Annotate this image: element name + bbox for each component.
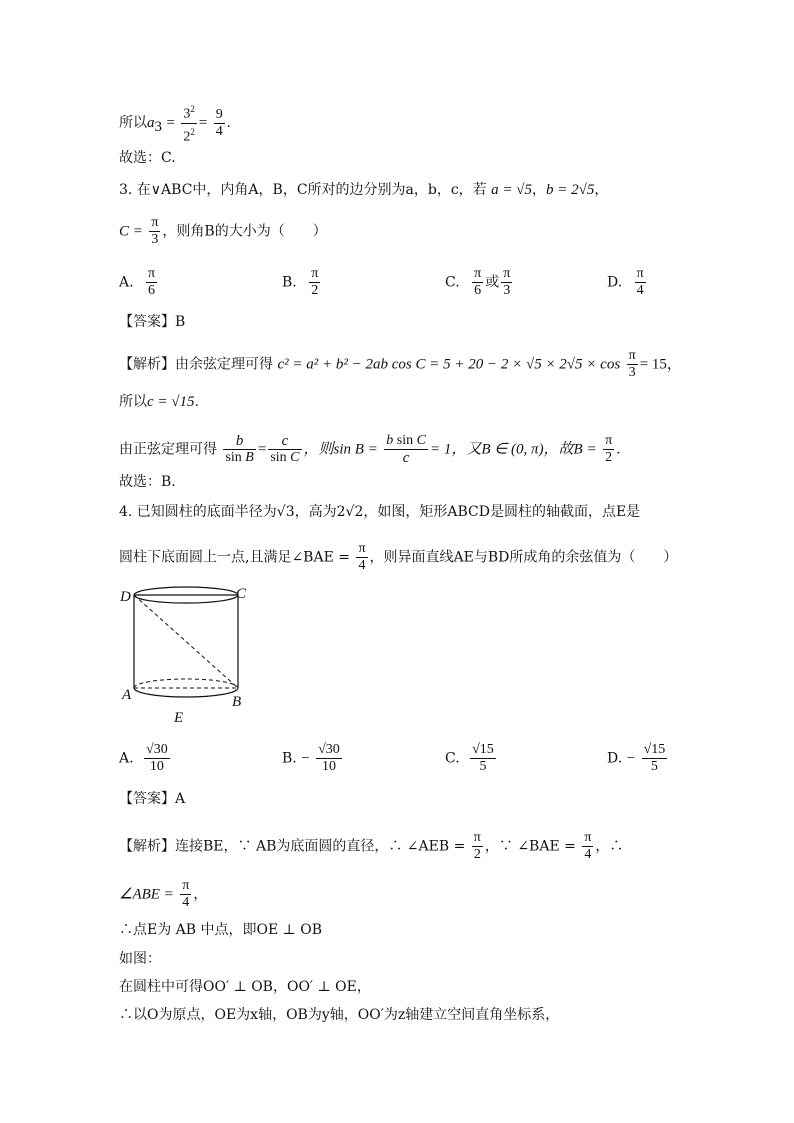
fraction-pi-2b: $\frac{\pi}{2}$ [473, 830, 481, 862]
segment-db [134, 595, 238, 688]
q4-stem-line2: 圆柱下底面圆上一点,且满足∠BAE = $\frac{\pi}{4}$ ，则异面直线AE与BD所成角的余弦值为（ ） [119, 541, 678, 573]
q4-option-d: D. − $\frac{√15}{5}$ [607, 742, 666, 774]
q3-cond-b: b = 2√5 [546, 182, 595, 198]
fraction-pi-2: $\frac{\pi}{2}$ [605, 433, 613, 465]
var-a: a [147, 115, 155, 132]
cylinder-figure [115, 582, 265, 727]
q4-midpoint-line: ∴点E为 AB 中点，即OE ⊥ OB [119, 922, 323, 938]
fraction-b-sinB: $\frac{b}{\text{sin B}}$ [225, 433, 254, 465]
q4-analysis-line1: 【解析】连接BE，∵ AB为底面圆的直径，∴ ∠AEB = $\frac{\pi}{2}$ ，∵ ∠BAE = $\frac{\pi}{4}$ ，∴ [119, 830, 624, 862]
q3-stem-line1: 3. 在∨ABC中，内角A，B，C所对的边分别为a，b，c，若 a = √5，b = 2√5， [119, 182, 609, 198]
bottom-front-arc [134, 688, 238, 697]
q4-abe-line: ∠ABE = $\frac{\pi}{4}$ ， [119, 878, 208, 910]
label-d: D [120, 589, 131, 605]
fraction-pi-3b: $\frac{\pi}{3}$ [628, 348, 636, 380]
q4-option-c: C. $\frac{√15}{5}$ [445, 742, 494, 774]
label-b: B [232, 694, 242, 710]
fraction-9-4: $\frac{9}{4}$ [215, 106, 223, 139]
text-so: 所以 [119, 115, 147, 132]
fraction-bsinC-c: $\frac{\text{b sin C}}{c}$ [386, 433, 426, 466]
q3-choose: 故选：B. [119, 474, 176, 490]
q4-perp-line: 在圆柱中可得OO′ ⊥ OB，OO′ ⊥ OE， [119, 979, 371, 995]
fraction-c-sinC: $\frac{c}{\text{sin C}}$ [270, 433, 300, 465]
fraction-pi-4c: $\frac{\pi}{4}$ [182, 878, 190, 910]
label-a: A [122, 687, 132, 703]
q3-c-eq: C = [119, 223, 143, 240]
fraction-pi-4: $\frac{\pi}{4}$ [358, 541, 366, 573]
q3-option-a: A. $\frac{\pi}{6}$ [119, 266, 156, 298]
q3-stem-text: 3. 在∨ABC中，内角A，B，C所对的边分别为a，b，c，若 [119, 182, 487, 198]
q3-c-value-line: 所以c = √15. [119, 394, 199, 410]
q3-sine-line: 由正弦定理可得 $\frac{b}{\text{sin B}}$ = $\frac{c}{\text{sin C}}$ ，则sin B = $\frac{\text{b sin C}}{c}$ = 1，又B ∈ (0, π)，故B = $\frac{\pi}{2}$ . [119, 433, 621, 466]
q3-question-tail: ，则角B的大小为（ ） [162, 223, 327, 240]
bottom-back-arc [134, 679, 238, 688]
q3-cond-a: a = √5 [491, 182, 532, 198]
q4-answer: 【答案】A [119, 791, 186, 807]
q3-answer: 【答案】B [119, 314, 186, 330]
q4-option-a: A. $\frac{√30}{10}$ [119, 742, 168, 774]
q3-option-b: B. $\frac{\pi}{2}$ [282, 266, 319, 298]
q3-stem-line2 [119, 215, 327, 248]
fraction-3sq-2sq: $\frac{3^2}{2^2}$ [183, 104, 195, 145]
a3-result-line: 所以$a_3$ = $\frac{3^2}{2^2}$ = $\frac{9}{4}$ . [119, 101, 231, 145]
label-e: E [174, 710, 184, 726]
label-c: C [236, 586, 247, 602]
fraction-pi-3: $\frac{\pi}{3}$ [151, 215, 159, 247]
cos-law-formula: c² = a² + b² − 2ab cos C = 5 + 20 − 2 × √5 × 2√5 × cos [277, 356, 621, 373]
c-value: c = √15 [147, 394, 195, 410]
q4-as-figure: 如图： [119, 951, 161, 967]
q3-option-d: D. $\frac{\pi}{4}$ [607, 266, 644, 298]
q4-option-b: B. − $\frac{√30}{10}$ [282, 742, 340, 774]
choose-c-line: 故选：C. [119, 150, 176, 166]
fraction-pi-4b: $\frac{\pi}{4}$ [584, 830, 592, 862]
q4-stem-line1: 4. 已知圆柱的底面半径为√3，高为2√2，如图，矩形ABCD是圆柱的轴截面，点E是 [119, 504, 641, 520]
sub-3: 3 [154, 118, 162, 135]
q3-analysis-line1: 【解析】由余弦定理可得 c² = a² + b² − 2ab cos C = 5 + 20 − 2 × √5 × 2√5 × cos $\frac{\pi}{3}$ = 15， [119, 348, 682, 380]
q4-coord-line: ∴以O为原点，OE为x轴，OB为y轴，OO′为z轴建立空间直角坐标系， [119, 1007, 560, 1023]
q3-option-c: C. $\frac{\pi}{6}$ 或 $\frac{\pi}{3}$ [445, 266, 511, 298]
